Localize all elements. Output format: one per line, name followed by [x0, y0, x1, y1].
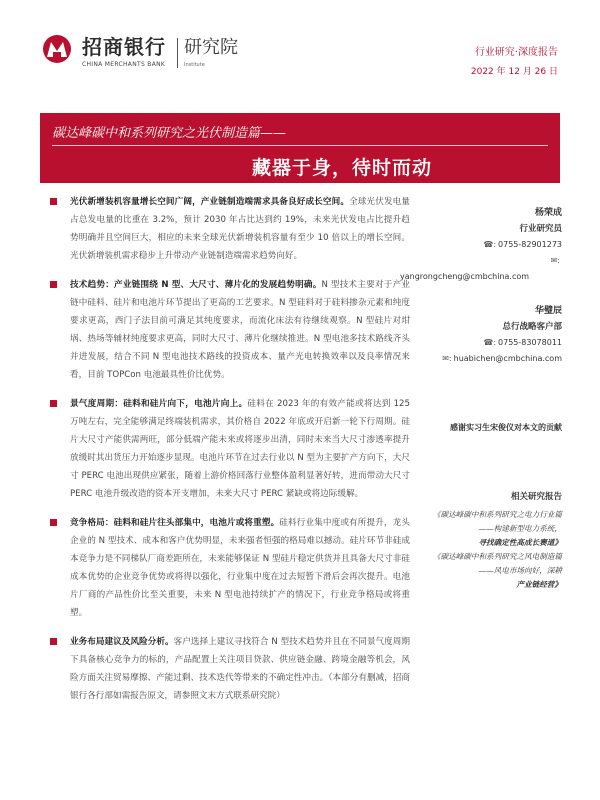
institute-name-en: Institute	[184, 62, 205, 68]
bullet-square-icon	[50, 638, 57, 645]
cmb-logo-icon	[40, 34, 74, 64]
report-type: 行业研究·深度报告	[474, 47, 558, 58]
banner-divider	[52, 145, 548, 146]
phone-icon: ☎:	[483, 240, 497, 249]
summary-paragraph	[50, 395, 410, 503]
bullet-square-icon	[50, 400, 57, 407]
brand-divider	[177, 38, 178, 68]
paragraph-lead: 景气度周期：硅料和硅片向下，电池片向上。	[70, 399, 248, 409]
bullet-square-icon	[50, 519, 57, 526]
brand-name-cn: 招商银行	[82, 35, 166, 59]
analyst-phone: ☎: 0755-82901273	[483, 240, 562, 249]
analyst-role: 行业研究员	[519, 224, 562, 234]
brand-name-en: CHINA MERCHANTS BANK	[82, 61, 166, 68]
report-date: 2022 年 12 月 26 日	[470, 67, 558, 77]
analyst-email[interactable]: yangrongcheng@cmbchina.com	[400, 272, 530, 281]
paragraph-lead: 技术趋势：产业链围绕 N 型、大尺寸、薄片化的发展趋势明确。	[70, 280, 322, 290]
summary-paragraph	[50, 633, 410, 705]
analyst-role: 总行战略客户部	[502, 322, 562, 332]
acknowledgement: 感谢实习生宋俊仪对本文的贡献	[450, 422, 562, 432]
analyst-email-label	[420, 253, 562, 269]
analyst-email[interactable]: ✉: huabichen@cmbchina.com	[442, 354, 562, 363]
institute-name-cn: 研究院	[184, 37, 238, 58]
paragraph-lead: 业务布局建议及风险分析。	[70, 637, 174, 647]
title-banner	[40, 113, 560, 183]
report-title: 藏器于身，待时而动	[251, 157, 432, 179]
paragraph-body: N 型技术主要对于产业链中硅料、硅片和电池片环节提出了更高的工艺要求。N 型硅料对于硅料掺杂元素和纯度要求更高，西门子法目前可满足其纯度要求，而流化床法有待继续观察。N 型硅片对坩埚、热场等辅材纯度要求更高，同时大尺寸、薄片化继续推进。N 型电池多技术路线齐头并进发展，结合不同 N 型电池技术路线的投资成本、量产光电转换效率以及良率情况来看，目前 TOPCon 电池最具性价比优势。	[70, 280, 410, 380]
summary-column	[50, 193, 410, 716]
email-icon: ✉:	[550, 256, 560, 265]
analyst-name: 杨荣成	[534, 208, 562, 218]
paragraph-body: 硅料在 2023 年的有效产能或将达到 125 万吨左右，完全能够满足终端装机需求，其价格自 2022 年底或开启新一轮下行周期。硅片大尺寸产能供需两旺，部分低端产能未来或将逐步出清，同时未来当大尺寸渗透率提升放缓时其出货压力开始逐步显现。电池片环节在过去行业以 N 型为主要扩产方向下，大尺寸 PERC 电池出现供应紧张，随着上游价格回落行业整体盈利显著好转，进而带动大尺寸 PERC 电池升级改造的资本开支增加，未来大尺寸 PERC 紧缺或将边际缓解。	[70, 399, 410, 499]
paragraph-lead: 光伏新增装机容量增长空间广阔，产业链制造端需求具备良好成长空间。	[70, 197, 350, 207]
related-reports-heading: 相关研究报告	[510, 492, 562, 502]
related-report-link[interactable]: 《碳达峰碳中和系列研究之电力行业篇——构建新型电力系统， 寻找确定性高成长赛道》	[432, 510, 562, 547]
email-icon: ✉:	[442, 354, 452, 363]
paragraph-body: 硅料行业集中度或有所提升，龙头企业的 N 型技术、成本和客户优势明显，未来强者恒强的格局难以撼动。硅片环节非硅成本竞争力是不同梯队厂商差距所在，未来能够保证 N 型硅片稳定供货并且具备大尺寸非硅成本优势的企业竞争优势或将得以强化，行业集中度在过去短暂下滑后会再次提升。电池片厂商的产品性价比至关重要，未来 N 型电池持续扩产的情况下，行业竞争格局或将重塑。	[70, 518, 410, 618]
paragraph-body: 全球光伏发电量占总发电量的比重在 3.2%，预计 2030 年占比达到约 19%，未来光伏发电占比提升趋势明确并且空间巨大，相应的未来全球光伏新增装机容量有至少 10 倍以上的增长空间。光伏新增装机需求稳步上升带动产业链制造端需求趋势向好。	[70, 197, 410, 261]
summary-paragraph	[50, 514, 410, 622]
paragraph-lead: 竞争格局：硅料和硅片往头部集中，电池片或将重塑。	[70, 518, 280, 528]
phone-icon: ☎:	[483, 338, 497, 347]
bullet-square-icon	[50, 281, 57, 288]
report-series: 碳达峰碳中和系列研究之光伏制造篇——	[52, 126, 287, 141]
analyst-phone: ☎: 0755-83078011	[483, 338, 562, 347]
analyst-panel	[400, 193, 562, 367]
bullet-square-icon	[50, 198, 57, 205]
related-report-link[interactable]: 《碳达峰碳中和系列研究之风电制造篇——风电市场向好，深耕 产业链经营》	[432, 552, 562, 589]
summary-paragraph	[50, 276, 410, 384]
analyst-name: 华璧辰	[534, 306, 562, 316]
paragraph-body: 客户选择上建议寻找符合 N 型技术趋势并且在不同景气度周期下具备核心竞争力的标的，产品配置上关注项目贷款、供应链金融、跨境金融等机会，风险方面关注贸易摩擦、产能过剩、技术迭代等带来的不确定性冲击。（本部分有删减，招商银行各行部如需报告原文，请参照文末方式联系研究院）	[70, 637, 410, 701]
summary-paragraph	[50, 193, 410, 265]
